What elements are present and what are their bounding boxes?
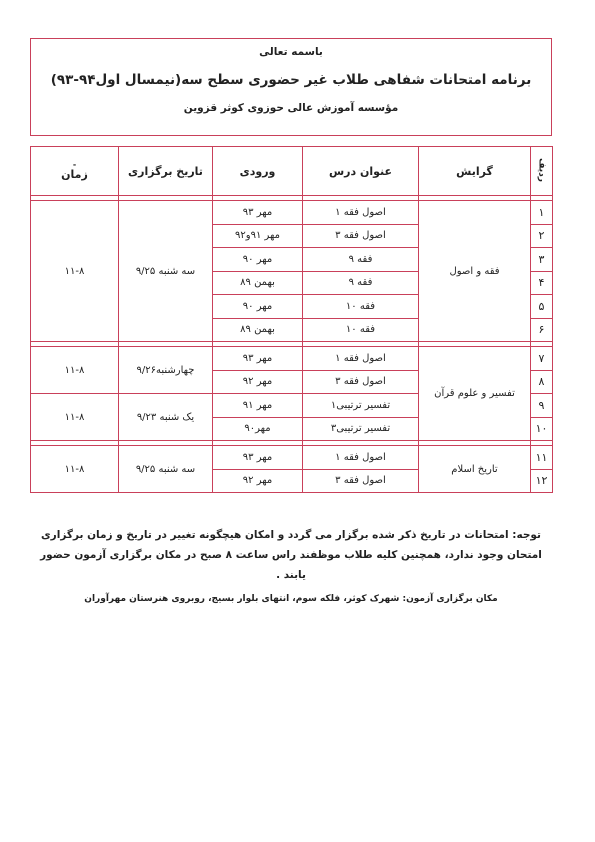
table-row xyxy=(31,446,553,470)
table-header-row xyxy=(31,147,553,196)
exam-location: مکان برگزاری آزمون: شهرک کوثر، فلکه سوم، انتهای بلوار بسیج، روبروی هنرستان مهرآوران xyxy=(84,594,498,604)
course-cell: اصول فقه ۱ xyxy=(303,201,419,225)
bismillah: باسمه تعالی xyxy=(259,46,323,58)
institute-name: مؤسسه آموزش عالی حوزوی کوثر قزوین xyxy=(183,102,399,114)
time-cell: ۱۱-۸ xyxy=(31,446,119,493)
course-cell: فقه ۱۰ xyxy=(303,318,419,342)
time-cell: ۱۱-۸ xyxy=(31,201,119,342)
course-cell: اصول فقه ۳ xyxy=(303,469,419,493)
time-header-mark: - xyxy=(72,159,77,169)
entry-cell: مهر ۹۱و۹۲ xyxy=(213,224,303,248)
course-cell: اصول فقه ۳ xyxy=(303,224,419,248)
row-number: ۶ xyxy=(531,318,553,342)
date-cell: یک شنبه ۹/۲۳ xyxy=(119,394,213,441)
row-number: ۱۲ xyxy=(531,469,553,493)
row-number: ۷ xyxy=(531,347,553,371)
exam-schedule-table xyxy=(30,146,553,493)
date-cell: سه شنبه ۹/۲۵ xyxy=(119,201,213,342)
row-number: ۲ xyxy=(531,224,553,248)
row-number: ۴ xyxy=(531,271,553,295)
course-cell: اصول فقه ۱ xyxy=(303,347,419,371)
entry-cell: مهر ۹۰ xyxy=(213,248,303,272)
header-course: عنوان درس xyxy=(303,147,419,196)
header-gerayesh: گرایش xyxy=(419,147,531,196)
date-cell: چهارشنبه۹/۲۶ xyxy=(119,347,213,394)
gerayesh-cell: تاریخ اسلام xyxy=(419,446,531,493)
date-cell: سه شنبه ۹/۲۵ xyxy=(119,446,213,493)
entry-cell: مهر ۹۲ xyxy=(213,370,303,394)
entry-cell: مهر۹۰ xyxy=(213,417,303,441)
course-cell: تفسیر ترتیبی۳ xyxy=(303,417,419,441)
course-cell: فقه ۹ xyxy=(303,271,419,295)
header-time: - زمان xyxy=(31,147,119,196)
exam-note: توجه: امتحانات در تاریخ ذکر شده برگزار می گردد و امکان هیچگونه تغییر در تاریخ و زمان برگزاری امتحان وجود ندارد، همچنین کلیه طلاب موظفند راس ساعت ۸ صبح در مکان برگزاری آزمون حضور یابند . xyxy=(40,529,542,581)
row-number: ۱۰ xyxy=(531,417,553,441)
time-cell: ۱۱-۸ xyxy=(31,347,119,394)
course-cell: تفسیر ترتیبی۱ xyxy=(303,394,419,418)
entry-cell: مهر ۹۳ xyxy=(213,446,303,470)
course-cell: اصول فقه ۳ xyxy=(303,370,419,394)
course-cell: اصول فقه ۱ xyxy=(303,446,419,470)
header-box xyxy=(30,38,552,136)
header-radif: ردیف xyxy=(531,147,553,196)
table-row xyxy=(31,201,553,225)
entry-cell: مهر ۹۳ xyxy=(213,201,303,225)
header-date: تاریخ برگزاری xyxy=(119,147,213,196)
entry-cell: مهر ۹۳ xyxy=(213,347,303,371)
gerayesh-cell: تفسیر و علوم قرآن xyxy=(419,347,531,441)
row-number: ۹ xyxy=(531,394,553,418)
entry-cell: بهمن ۸۹ xyxy=(213,271,303,295)
page-title: برنامه امتحانات شفاهی طلاب غیر حضوری سطح سه(نیمسال اول۹۴-۹۳) xyxy=(50,72,532,88)
entry-cell: مهر ۹۱ xyxy=(213,394,303,418)
row-number: ۸ xyxy=(531,370,553,394)
gerayesh-cell: فقه و اصول xyxy=(419,201,531,342)
row-number: ۱۱ xyxy=(531,446,553,470)
row-number: ۳ xyxy=(531,248,553,272)
course-cell: فقه ۱۰ xyxy=(303,295,419,319)
row-number: ۵ xyxy=(531,295,553,319)
table-row xyxy=(31,347,553,371)
header-entry: ورودی xyxy=(213,147,303,196)
entry-cell: مهر ۹۲ xyxy=(213,469,303,493)
entry-cell: مهر ۹۰ xyxy=(213,295,303,319)
row-number: ۱ xyxy=(531,201,553,225)
course-cell: فقه ۹ xyxy=(303,248,419,272)
time-cell: ۱۱-۸ xyxy=(31,394,119,441)
entry-cell: بهمن ۸۹ xyxy=(213,318,303,342)
